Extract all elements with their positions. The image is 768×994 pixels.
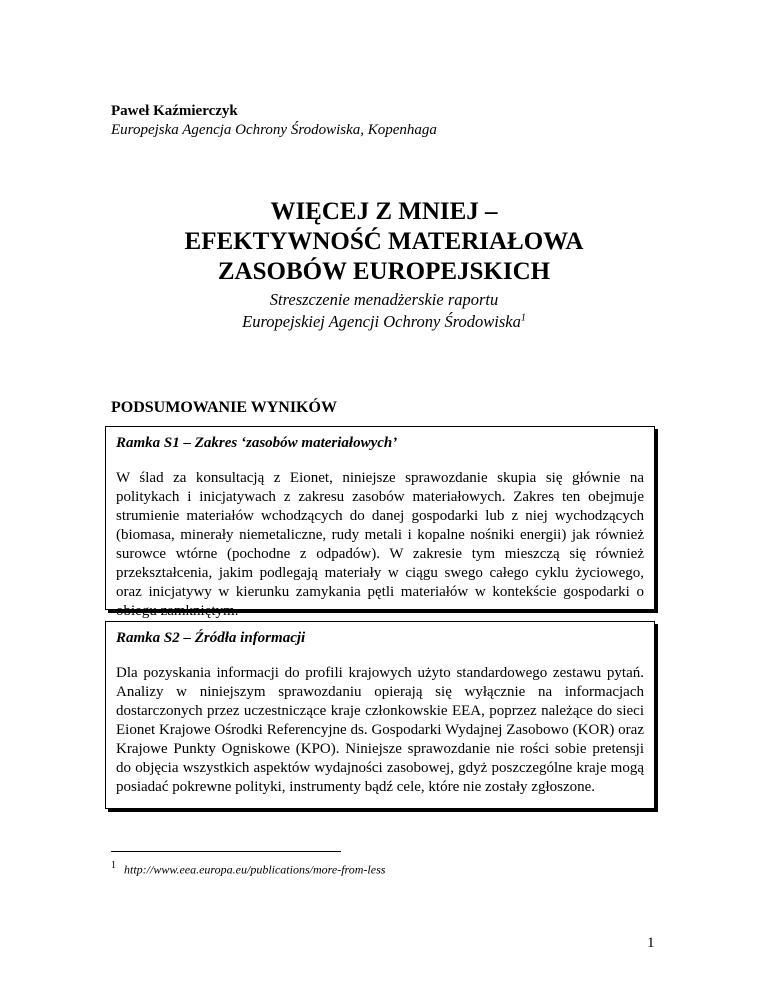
document-title — [0, 197, 768, 287]
box-s1-title: Ramka S1 – Zakres ‘zasobów materiałowych’ — [116, 435, 398, 451]
footnote-reference[interactable]: 1 — [520, 312, 526, 324]
box-s1-text: W ślad za konsultacją z Eionet, niniejsze sprawozdanie skupia się głównie na politykach i inicjatywach z zakresu zasobów materiałowych. Zakres ten obejmuje strumienie materiałów wchodzących do danej gospodarki lub z niej wychodzących (biomasa, minerały niemetaliczne, rudy metali i kopalne nośniki energii) jak również surowce wtórne (pochodne z odpadów). W zakresie tym mieszczą się również przekształcenia, jakim podlegają materiały w ciągu swego całego cyklu życiowego, oraz inicjatywy w kierunku zamykania pętli materiałów w kontekście gospodarki o obiegu zamkniętym. — [116, 470, 644, 619]
subtitle-line-1: Streszczenie menadżerskie raportu — [269, 290, 499, 309]
box-s1 — [105, 426, 655, 619]
document-subtitle — [0, 289, 768, 333]
footnote-number: 1 — [111, 860, 116, 871]
footnote-separator — [111, 851, 341, 852]
footnote-url[interactable]: http://www.eea.europa.eu/publications/more-from-less — [124, 862, 386, 877]
title-line-1: WIĘCEJ Z MNIEJ – — [270, 198, 498, 225]
subtitle-line-2 — [0, 311, 768, 333]
author-affiliation: Europejska Agencja Ochrony Środowiska, Kopenhaga — [111, 122, 437, 138]
box-s2-text: Dla pozyskania informacji do profili krajowych użyto standardowego zestawu pytań. Analizy w niniejszym sprawozdaniu opierają się wyłącznie na informacjach dostarczonych przez uczestniczące kraje członkowskie EEA, poprzez należące do sieci Eionet Krajowe Ośrodki Referencyjne ds. Gospodarki Wydajnej Zasobowo (KOR) oraz Krajowe Punkty Ogniskowe (KPO). Niniejsze sprawozdanie nie rości sobie pretensji do objęcia wszystkich aspektów wydajności zasobowej, gdyż poszczególne kraje mogą posiadać pokrewne polityki, instrumenty bądź cele, które nie zostały zgłoszone. — [116, 665, 644, 795]
box-s2-title: Ramka S2 – Źródła informacji — [116, 630, 306, 646]
title-line-3: ZASOBÓW EUROPEJSKICH — [217, 258, 551, 285]
footnote — [111, 857, 385, 880]
page-number: 1 — [647, 935, 655, 951]
title-line-2: EFEKTYWNOŚĆ MATERIAŁOWA — [184, 228, 584, 255]
subtitle-line-2-text: Europejskiej Agencji Ochrony Środowiska — [242, 312, 521, 331]
author-name: Paweł Kaźmierczyk — [111, 103, 238, 119]
box-s2 — [105, 621, 655, 809]
section-heading: PODSUMOWANIE WYNIKÓW — [111, 399, 337, 416]
